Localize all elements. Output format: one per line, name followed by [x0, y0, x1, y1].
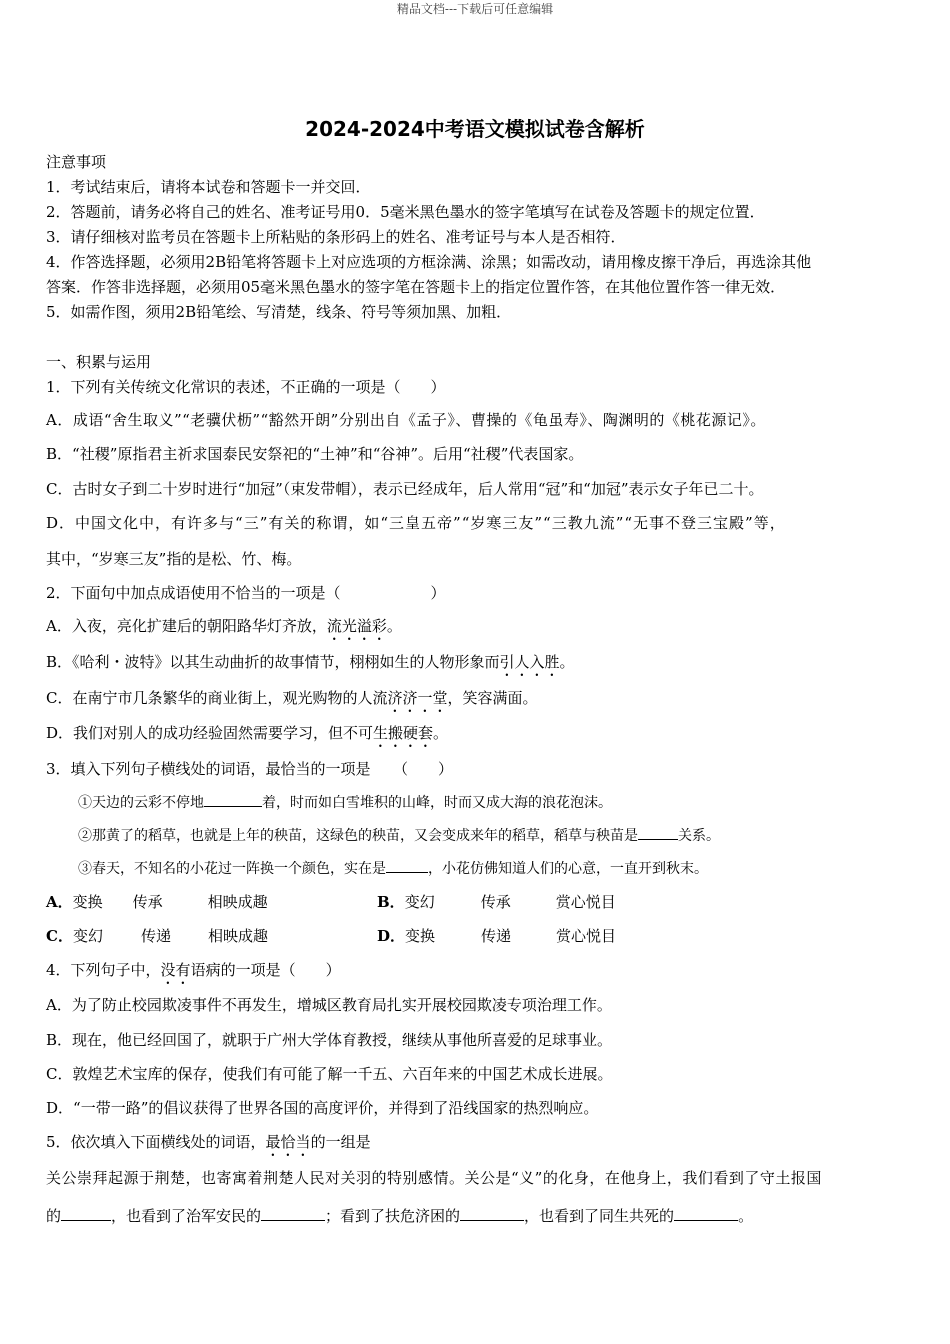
q3-b-word1: 变幻: [404, 893, 435, 911]
q3-stem: 3．填入下列句子横线处的词语，最恰当的一项是 （ ）: [46, 760, 454, 778]
q1-option-a: A．成语“舍生取义”“老骥伏枥”“豁然开朗”分别出自《孟子》、曹操的《龟虽寿》、陶渊明的《桃花源记》。: [46, 411, 766, 429]
q2-a-text: A．入夜，亮化扩建后的朝阳路华灯齐放，: [46, 617, 327, 635]
q5-stem-emphasis: 最恰当: [265, 1133, 311, 1151]
q4-stem-text: 4．下列句子中，: [46, 961, 161, 979]
q3-c-word1: 变幻: [72, 927, 103, 945]
q5-stem: [46, 1131, 371, 1160]
notice-item-4: 4．作答选择题，必须用2B铅笔将答题卡上对应选项的方框涂满、涂黑；如需改动，请用橡皮擦干净后，再选涂其他: [46, 253, 812, 271]
q2-c-idiom: 济济一堂: [387, 689, 448, 707]
q3-a-word2: 传承: [132, 893, 163, 911]
q3-sentence-2: [78, 825, 720, 845]
q2-option-a: [46, 615, 402, 644]
q5-passage-line-1: 关公崇拜起源于荆楚，也寄寓着荆楚人民对关羽的特别感情。关公是“义”的化身，在他身上，我们看到了守土报国: [46, 1169, 822, 1187]
q3-b-word3: 赏心悦目: [555, 893, 616, 911]
notice-item-5: 5．如需作图，须用2B铅笔绘、写清楚，线条、符号等须加黑、加粗．: [46, 303, 512, 321]
q5-passage-line-2: [46, 1205, 753, 1226]
q5-stem-text-end: 的一组是: [310, 1133, 371, 1151]
q4-stem-text-end: 语病的一项是（ ）: [190, 961, 341, 979]
notice-heading: 注意事项: [46, 153, 107, 171]
q3-s1-text-end: 着，时而如白雪堆积的山峰，时而又成大海的浪花泡沫。: [262, 795, 612, 811]
q1-stem: 1．下列有关传统文化常识的表述，不正确的一项是（ ）: [46, 378, 446, 396]
notice-item-3: 3．请仔细核对监考员在答题卡上所粘贴的条形码上的姓名、准考证号与本人是否相符．: [46, 228, 626, 246]
q5-text-c: ；看到了扶危济困的: [325, 1207, 461, 1225]
q3-a-word3: 相映成趣: [207, 893, 268, 911]
q4-stem-emphasis: 没有: [160, 961, 191, 979]
q4-option-c: C．敦煌艺术宝库的保存，使我们有可能了解一千五、六百年来的中国艺术成长进展。: [46, 1065, 613, 1083]
q4-option-b: B．现在，他已经回国了，就职于广州大学体育教授，继续从事他所喜爱的足球事业。: [46, 1031, 613, 1049]
q2-c-text: C．在南宁市几条繁华的商业街上，观光购物的人流: [46, 689, 388, 707]
q3-s2-text-end: 关系。: [678, 828, 720, 844]
q2-b-idiom: 引人入胜: [499, 653, 560, 671]
q4-option-a: A．为了防止校园欺凌事件不再发生，增城区教育局扎实开展校园欺凌专项治理工作。: [46, 996, 612, 1014]
q3-c-word2: 传递: [140, 927, 171, 945]
q1-option-c: C．古时女子到二十岁时进行“加冠”（束发带帽），表示已经成年，后人常用“冠”和“加冠”表示女子年已二十。: [46, 480, 764, 498]
q2-option-c: [46, 687, 538, 716]
q3-s2-text: ②那黄了的稻草，也就是上年的秧苗，这绿色的秧苗，又会变成来年的稻草，稻草与秧苗是: [78, 828, 638, 844]
notice-item-4-cont: 答案．作答非选择题，必须用05毫米黑色墨水的签字笔在答题卡上的指定位置作答，在其他位置作答一律无效．: [46, 278, 786, 296]
section-heading: 一、积累与运用: [46, 353, 152, 371]
q3-b-letter: B．: [377, 893, 405, 911]
q3-d-letter: D．: [377, 927, 406, 945]
q1-option-d-cont: 其中，“岁寒三友”指的是松、竹、梅。: [46, 550, 302, 568]
q3-blank-3: [386, 858, 428, 873]
q4-option-d: D．“一带一路”的倡议获得了世界各国的高度评价，并得到了沿线国家的热烈响应。: [46, 1099, 599, 1117]
q2-option-d: [46, 722, 448, 751]
q2-a-idiom: 流光溢彩: [326, 617, 387, 635]
q3-s3-text: ③春天，不知名的小花过一阵换一个颜色，实在是: [78, 861, 386, 877]
q3-c-letter: C．: [46, 927, 73, 945]
q2-b-end: 。: [559, 653, 575, 671]
q3-b-word2: 传承: [480, 893, 511, 911]
q2-c-end: ，笑容满面。: [447, 689, 538, 707]
q1-option-d: D．中国文化中，有许多与“三”有关的称谓，如“三皇五帝”“岁寒三友”“三教九流”“无事不登三宝殿”等，: [46, 514, 786, 532]
q1-option-b: B．“社稷”原指君主祈求国泰民安祭祀的“土神”和“谷神”。后用“社稷”代表国家。: [46, 445, 584, 463]
notice-item-2: 2．答题前，请务必将自己的姓名、准考证号用0．5毫米黑色墨水的签字笔填写在试卷及答题卡的规定位置．: [46, 203, 765, 221]
q3-option-c: [46, 925, 268, 946]
page-title: 2024-2024中考语文模拟试卷含解析: [305, 117, 645, 141]
q3-d-word3: 赏心悦目: [556, 927, 617, 945]
q2-b-text: B．《哈利・波特》以其生动曲折的故事情节，栩栩如生的人物形象而: [46, 653, 500, 671]
q3-option-a: [46, 891, 268, 912]
notice-item-1: 1．考试结束后，请将本试卷和答题卡一并交回．: [46, 178, 371, 196]
q3-d-word1: 变换: [405, 927, 436, 945]
q5-stem-text: 5．依次填入下面横线处的词语，: [46, 1133, 266, 1151]
q3-s1-text: ①天边的云彩不停地: [78, 795, 204, 811]
q5-blank-2: [261, 1206, 325, 1221]
q5-blank-4: [674, 1206, 738, 1221]
q3-a-word1: 变换: [72, 893, 103, 911]
q3-blank-1: [204, 792, 262, 807]
q3-sentence-1: [78, 792, 612, 812]
q4-stem: [46, 959, 341, 988]
q2-d-idiom: 生搬硬套: [373, 724, 434, 742]
q2-stem: 2．下面句中加点成语使用不恰当的一项是（ ）: [46, 584, 446, 602]
q3-d-word2: 传递: [481, 927, 512, 945]
q3-c-word3: 相映成趣: [207, 927, 268, 945]
q2-d-end: 。: [433, 724, 449, 742]
q3-a-letter: A．: [46, 893, 73, 911]
q5-text-b: ，也看到了治军安民的: [111, 1207, 262, 1225]
q5-blank-1: [61, 1206, 111, 1221]
q5-text-a: 的: [46, 1207, 62, 1225]
q2-a-end: 。: [386, 617, 402, 635]
q3-option-d: [377, 925, 616, 946]
header-note: 精品文档---下载后可任意编辑: [396, 2, 554, 16]
q3-option-b: [377, 891, 616, 912]
q5-text-e: 。: [738, 1207, 754, 1225]
q5-blank-3: [460, 1206, 524, 1221]
q5-text-d: ，也看到了同生共死的: [524, 1207, 675, 1225]
q2-option-b: [46, 651, 575, 680]
q3-sentence-3: [78, 858, 708, 878]
q3-blank-2: [638, 825, 678, 840]
q2-d-text: D．我们对别人的成功经验固然需要学习，但不可: [46, 724, 374, 742]
q3-s3-text-end: ，小花仿佛知道人们的心意，一直开到秋末。: [428, 861, 708, 877]
